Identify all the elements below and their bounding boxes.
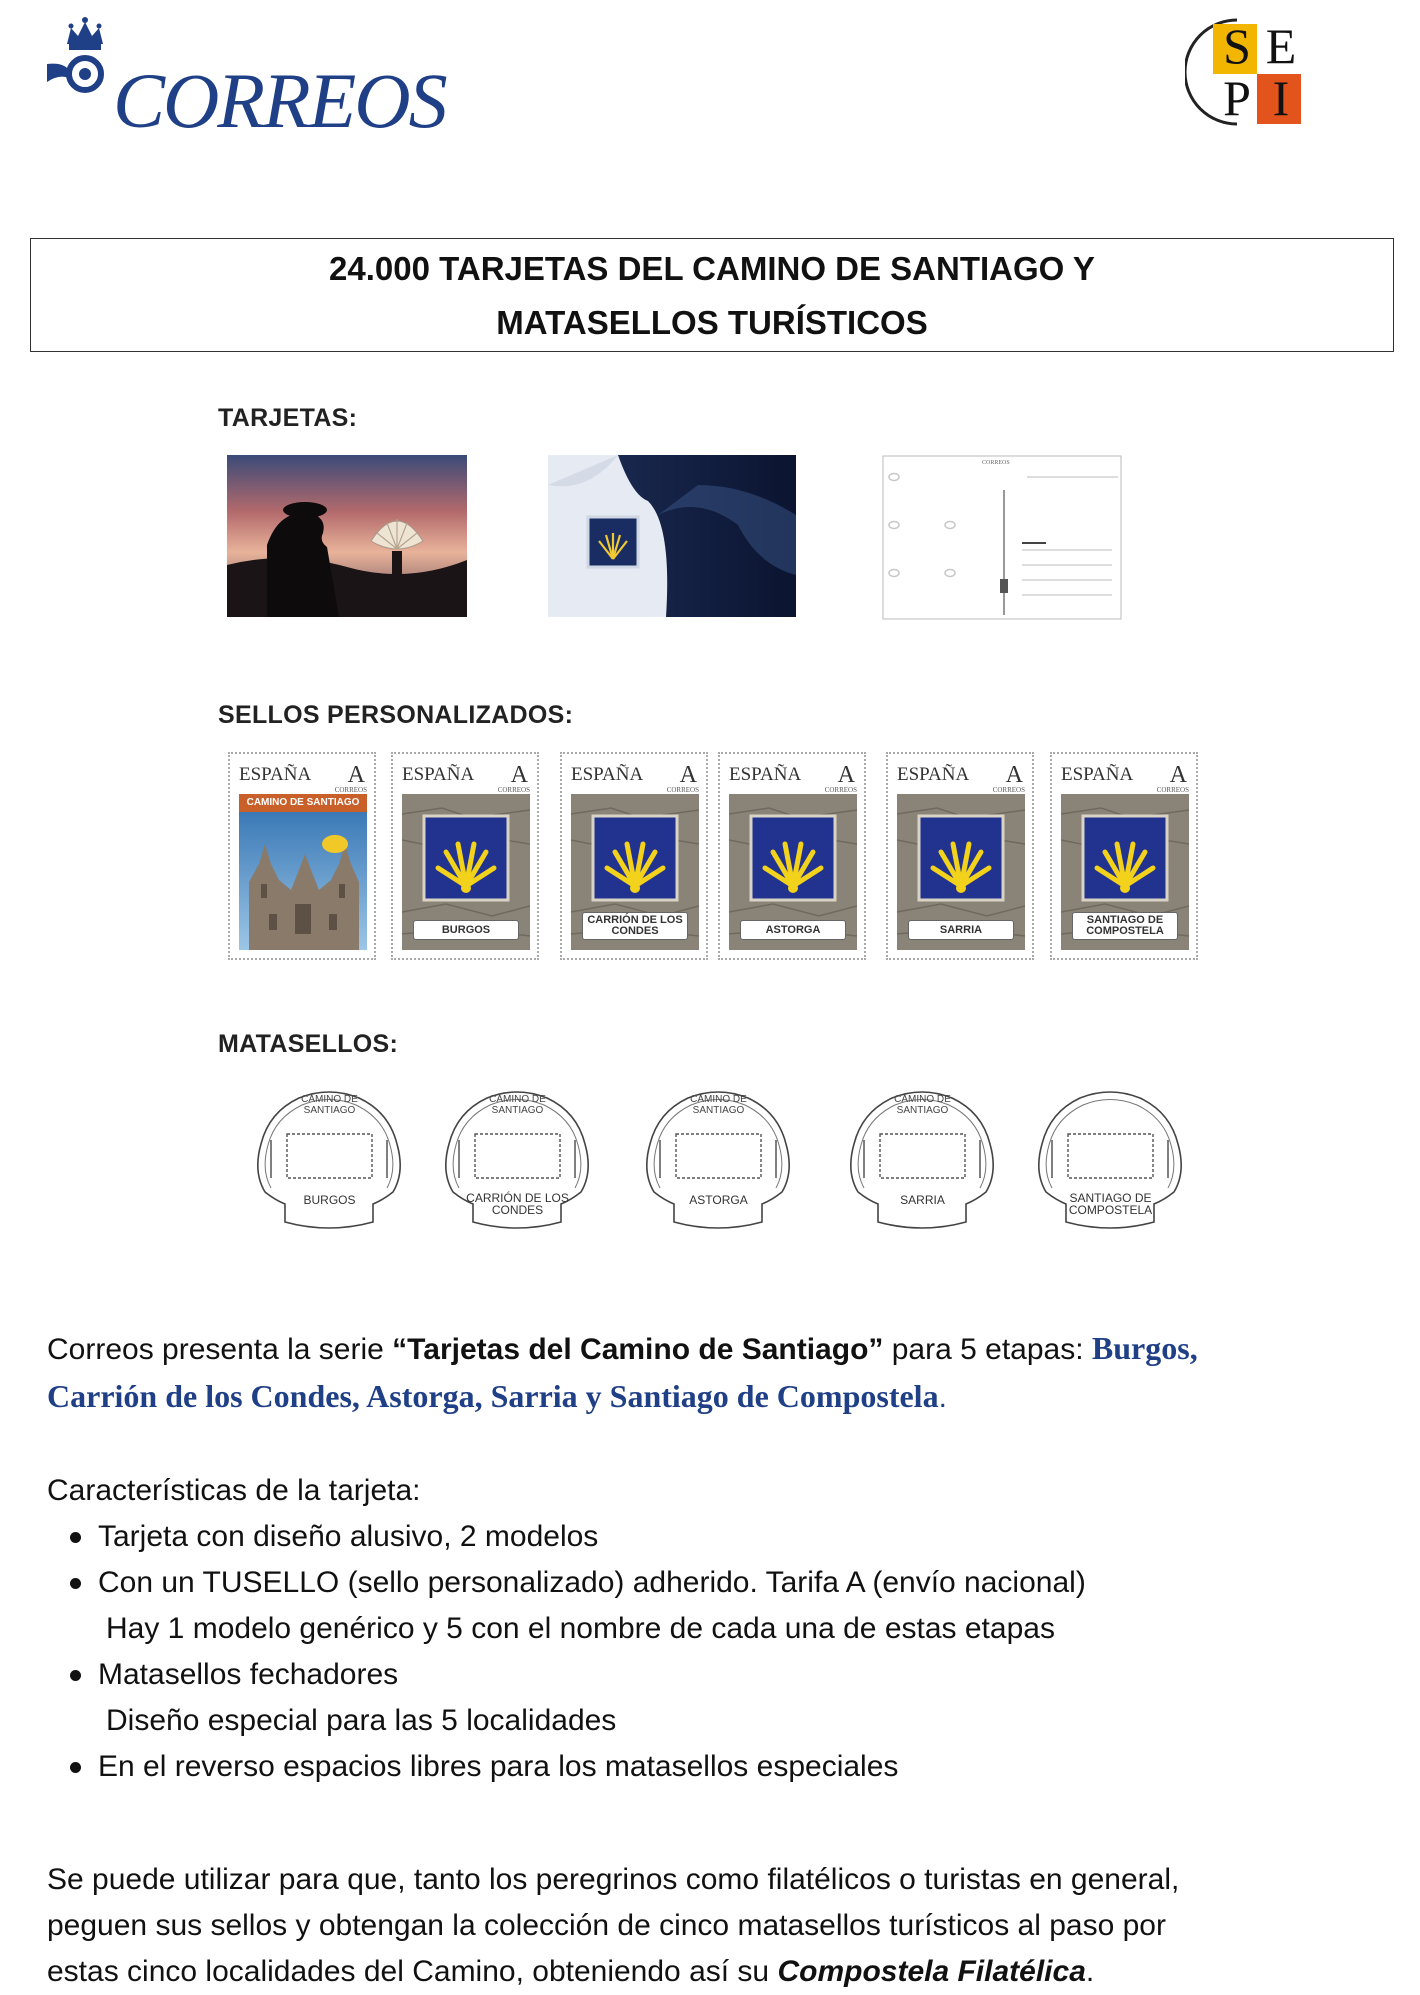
series-name: “Tarjetas del Camino de Santiago” (392, 1333, 884, 1366)
stamp-stage-name: SARRIA (908, 920, 1014, 940)
postcard-image-shell-wall (548, 455, 796, 617)
stamp-country: ESPAÑA (239, 764, 312, 785)
cathedral-image (239, 794, 367, 950)
stamp-country: ESPAÑA (1061, 764, 1134, 785)
stamp-header (239, 762, 367, 794)
stamp-country: ESPAÑA (571, 764, 644, 785)
section-matasellos-label: MATASELLOS: (218, 1030, 399, 1058)
closing-line-3 (47, 1949, 1415, 1995)
postcard-back-logo-text: CORREOS (982, 460, 1010, 466)
stamp-issuer: CORREOS (992, 786, 1025, 794)
stamp-carrion (560, 752, 708, 960)
postmark-santiago (1028, 1082, 1193, 1237)
stamp-rate: A (837, 762, 855, 788)
sepi-letter-i: I (1272, 70, 1290, 126)
closing-line-2: peguen sus sellos y obtengan la colección de cinco matasellos turísticos al paso por (47, 1909, 1166, 1942)
feature-item-3: Matasellos fechadores (0, 1652, 1407, 1698)
compostela-filatelica: Compostela Filatélica (777, 1955, 1086, 1988)
postmark-stage-name: BURGOS (303, 1193, 356, 1207)
stamp-generic (228, 752, 376, 960)
stamp-rate: A (679, 762, 697, 788)
features-heading: Características de la tarjeta: (47, 1474, 421, 1507)
stamp-rate: A (510, 762, 528, 788)
sepi-logo (1185, 12, 1315, 132)
feature-item-2: Con un TUSELLO (sello personalizado) adherido. Tarifa A (envío nacional) (0, 1560, 1407, 1606)
closing-paragraph (47, 1857, 1415, 1995)
stages-text-1: Burgos, (1091, 1330, 1198, 1366)
title-line-1: 24.000 TARJETAS DEL CAMINO DE SANTIAGO Y (329, 250, 1095, 287)
closing-end: . (1085, 1955, 1095, 1988)
sepi-letter-p: P (1223, 70, 1251, 126)
stamp-issuer: CORREOS (497, 786, 530, 794)
postmark-sarria (840, 1082, 1005, 1237)
postmark-arc-text: CAMINO DE SANTIAGO (301, 1094, 358, 1116)
stamp-stage-name: CARRIÓN DE LOS CONDES (582, 912, 688, 940)
intro-text-2: para 5 etapas: (883, 1333, 1092, 1366)
correos-logo (45, 12, 475, 142)
title-box (30, 238, 1394, 352)
stamp-country: ESPAÑA (402, 764, 475, 785)
stamp-issuer: CORREOS (334, 786, 367, 794)
features-list (0, 1514, 1407, 1790)
closing-text: estas cinco localidades del Camino, obteniendo así su (47, 1955, 778, 1988)
stamp-issuer: CORREOS (824, 786, 857, 794)
stamp-sarria (886, 752, 1034, 960)
section-sellos-label: SELLOS PERSONALIZADOS: (218, 701, 574, 729)
correos-wordmark: CORREOS (113, 57, 446, 144)
postmark-carrion (435, 1082, 600, 1237)
stamp-rate: A (1005, 762, 1023, 788)
feature-item-2-sub: Hay 1 modelo genérico y 5 con el nombre de cada una de estas etapas (106, 1612, 1055, 1645)
postmark-burgos (247, 1082, 412, 1237)
feature-item-3-sub: Diseño especial para las 5 localidades (106, 1704, 617, 1737)
postmark-arc-text: CAMINO DE SANTIAGO (690, 1094, 747, 1116)
stamp-stage-name: BURGOS (413, 920, 519, 940)
postmark-stage-name: CARRIÓN DE LOS CONDES (466, 1191, 569, 1217)
postmark-stage-name: ASTORGA (689, 1193, 748, 1207)
stamp-rate: A (347, 762, 365, 788)
stamp-santiago (1050, 752, 1198, 960)
stamp-issuer: CORREOS (666, 786, 699, 794)
intro-paragraph (47, 1325, 1407, 1421)
stamp-banner: CAMINO DE SANTIAGO (246, 797, 360, 808)
postmark-stage-name: SARRIA (900, 1193, 945, 1207)
intro-line-1 (47, 1325, 1407, 1373)
postmark-astorga (636, 1082, 801, 1237)
stamp-country: ESPAÑA (729, 764, 802, 785)
title-line-2: MATASELLOS TURÍSTICOS (496, 304, 928, 341)
stamp-stage-name: ASTORGA (740, 920, 846, 940)
stamp-issuer: CORREOS (1156, 786, 1189, 794)
feature-item-1: Tarjeta con diseño alusivo, 2 modelos (0, 1514, 1407, 1560)
intro-line-2 (47, 1373, 1407, 1421)
features-block (47, 1468, 1407, 1790)
stages-text-2: Carrión de los Condes, Astorga, Sarria y Santiago de Compostela (47, 1378, 939, 1414)
stamp-country: ESPAÑA (897, 764, 970, 785)
feature-item-4: En el reverso espacios libres para los matasellos especiales (0, 1744, 1407, 1790)
postcard-image-pilgrim (227, 455, 467, 617)
stamp-stage-name: SANTIAGO DE COMPOSTELA (1072, 912, 1178, 940)
sepi-letter-e: E (1265, 18, 1297, 74)
intro-text: Correos presenta la serie (47, 1333, 393, 1366)
closing-line-1: Se puede utilizar para que, tanto los peregrinos como filatélicos o turistas en general, (47, 1863, 1180, 1896)
postmark-arc-text: CAMINO DE SANTIAGO (894, 1094, 951, 1116)
postcard-back-layout (882, 455, 1122, 620)
postmark-stage-name: SANTIAGO DE COMPOSTELA (1068, 1191, 1153, 1217)
postmark-arc-text: CAMINO DE SANTIAGO (489, 1094, 546, 1116)
section-tarjetas-label: TARJETAS: (218, 404, 358, 432)
sepi-letter-s: S (1223, 18, 1251, 74)
stamp-burgos (391, 752, 539, 960)
stamp-rate: A (1169, 762, 1187, 788)
stamp-astorga (718, 752, 866, 960)
intro-end: . (938, 1381, 947, 1414)
